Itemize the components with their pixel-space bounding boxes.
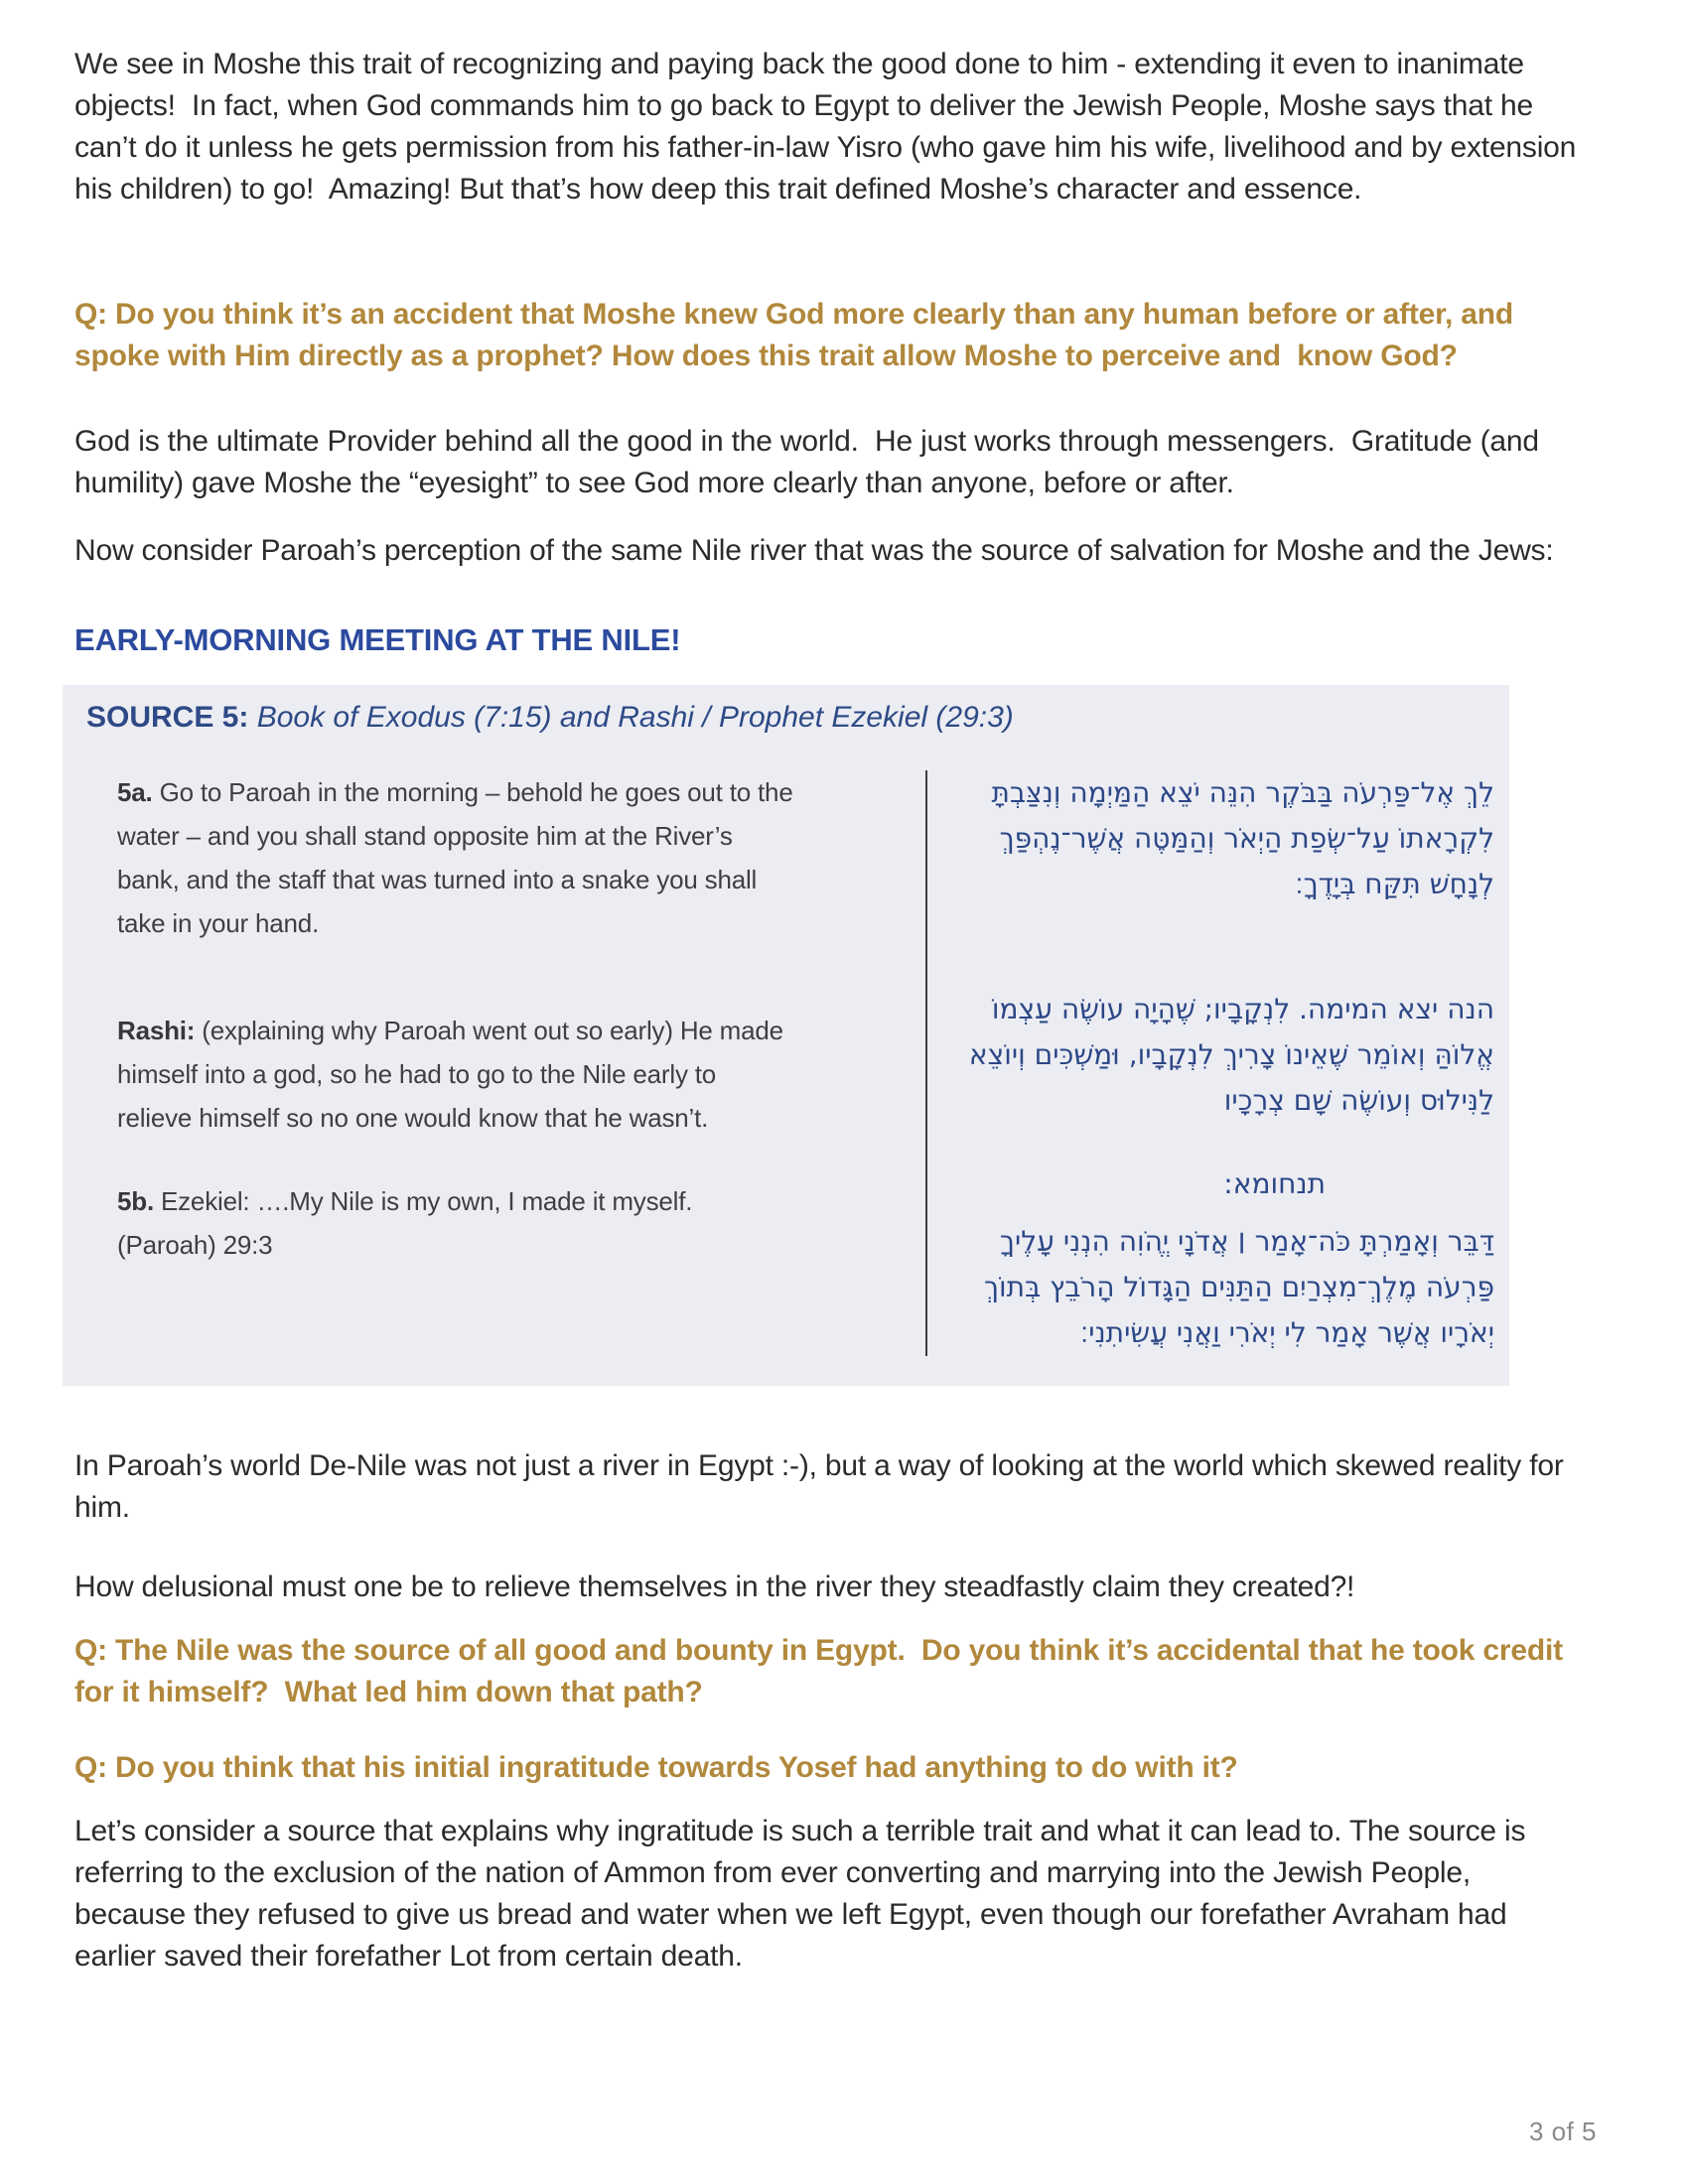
question-1: Q: Do you think it’s an accident that Moshe knew God more clearly than any human before or after, and spoke with Him directly as a prophet? How does this trait allow Moshe to perceive and know God? <box>74 298 1522 372</box>
source-5b-text: Ezekiel: ….My Nile is my own, I made it myself. (Paroah) 29:3 <box>117 1186 700 1260</box>
answer-paragraph: God is the ultimate Provider behind all the good in the world. He just works through messengers. Gratitude (and humility) gave Moshe the “eyesight” to see God more clearly than anyone, before or after. <box>74 425 1547 499</box>
hebrew-ezekiel-verse: דַּבֵּר וְאָמַרְתָּ כֹּה־אָמַר ׀ אֲדֹנָי יֱהֹוִה הִנְנִי עָלֶיךָ פַּרְעֹה מֶלֶךְ־מִצְרַיִם הַתַּנִּים הַגָּדוֹל הָרֹבֵץ בְּתוֹךְ יְאֹרָיו אֲשֶׁר אָמַר לִי יְאֹרִי וַאֲנִי עֲשִׂיתִנִי׃ <box>975 1225 1494 1349</box>
hebrew-rashi-text: הנה יצא המימה. לִנְקָבָיו; שֶׁהָיָה עוֹשֶׂה עַצְמוֹ אֱלוֹהַּ וְאוֹמֵר שֶׁאֵינוֹ צָרִיךְ לִנְקָבָיו, וּמַשְׁכִּים וְיוֹצֵא לַנִּילוּס וְעוֹשֶׂה שָׁם צְרָכָיו <box>960 993 1494 1117</box>
transition-paragraph: Now consider Paroah’s perception of the same Nile river that was the source of salvation for Moshe and the Jews: <box>74 534 1554 567</box>
source-box-header <box>74 701 1509 735</box>
question-3: Q: Do you think that his initial ingratitude towards Yosef had anything to do with it? <box>74 1751 1238 1784</box>
source-5a-label: 5a. <box>117 777 153 807</box>
source-rashi-paragraph <box>117 1009 796 1140</box>
denile-paragraph: In Paroah’s world De-Nile was not just a river in Egypt :-), but a way of looking at the world which skewed reality for him. <box>74 1449 1572 1524</box>
source-title: Book of Exodus (7:15) and Rashi / Prophet Ezekiel (29:3) <box>248 701 1014 734</box>
hebrew-exodus-verse: לֵךְ אֶל־פַּרְעֹה בַּבֹּקֶר הִנֵּה יֹצֵא הַמַּיְמָה וְנִצַּבְתָּ לִקְרָאתוֹ עַל־שְׂפַת הַיְאֹר וְהַמַּטֶּה אֲשֶׁר־נֶהְפַּךְ לְנָחָשׁ תִּקַּח בְּיָדֶךָ׃ <box>982 776 1494 900</box>
page-number: 3 of 5 <box>1528 2116 1597 2146</box>
source-5b-paragraph <box>117 1179 796 1267</box>
source-5a-paragraph <box>117 770 800 945</box>
intro-paragraph: We see in Moshe this trait of recognizing and paying back the good done to him - extending it even to inanimate objects! In fact, when God commands him to go back to Egypt to deliver the Jewish People, Moshe says that he can’t do it unless he gets permission from his father-in-law Yisro (who gave him his wife, livelihood and by extension his children) to go! Amazing! But that’s how deep this trait defined Moshe’s character and essence. <box>74 48 1585 205</box>
source-rashi-text: (explaining why Paroah went out so early) He made himself into a god, so he had to go to the Nile early to relieve himself so no one would know that he wasn’t. <box>117 1016 790 1133</box>
source-rashi-label: Rashi: <box>117 1016 196 1045</box>
delusional-paragraph: How delusional must one be to relieve themselves in the river they steadfastly claim they created?! <box>74 1570 1355 1603</box>
source-label: SOURCE 5: <box>86 701 249 734</box>
section-heading: EARLY-MORNING MEETING AT THE NILE! <box>74 622 681 657</box>
source-5a-text: Go to Paroah in the morning – behold he goes out to the water – and you shall stand opposite him at the River’s bank, and the staff that was turned into a snake you shall take in your hand. <box>117 777 800 938</box>
source-hebrew-column <box>925 770 1509 1356</box>
source-5b-label: 5b. <box>117 1186 154 1216</box>
question-2: Q: The Nile was the source of all good and bounty in Egypt. Do you think it’s accidental that he took credit for it himself? What led him down that path? <box>74 1634 1572 1708</box>
source-columns <box>63 770 1509 1356</box>
hebrew-rashi-source: תנחומא: <box>1223 1167 1326 1200</box>
source-box <box>63 685 1509 1386</box>
closing-paragraph: Let’s consider a source that explains why ingratitude is such a terrible trait and what it can lead to. The source is referring to the exclusion of the nation of Ammon from ever converting and marrying into the Jewish People, because they refused to give us bread and water when we left Egypt, even though our forefather Avraham had earlier saved their forefather Lot from certain death. <box>74 1815 1534 1973</box>
source-english-column <box>63 770 925 1356</box>
